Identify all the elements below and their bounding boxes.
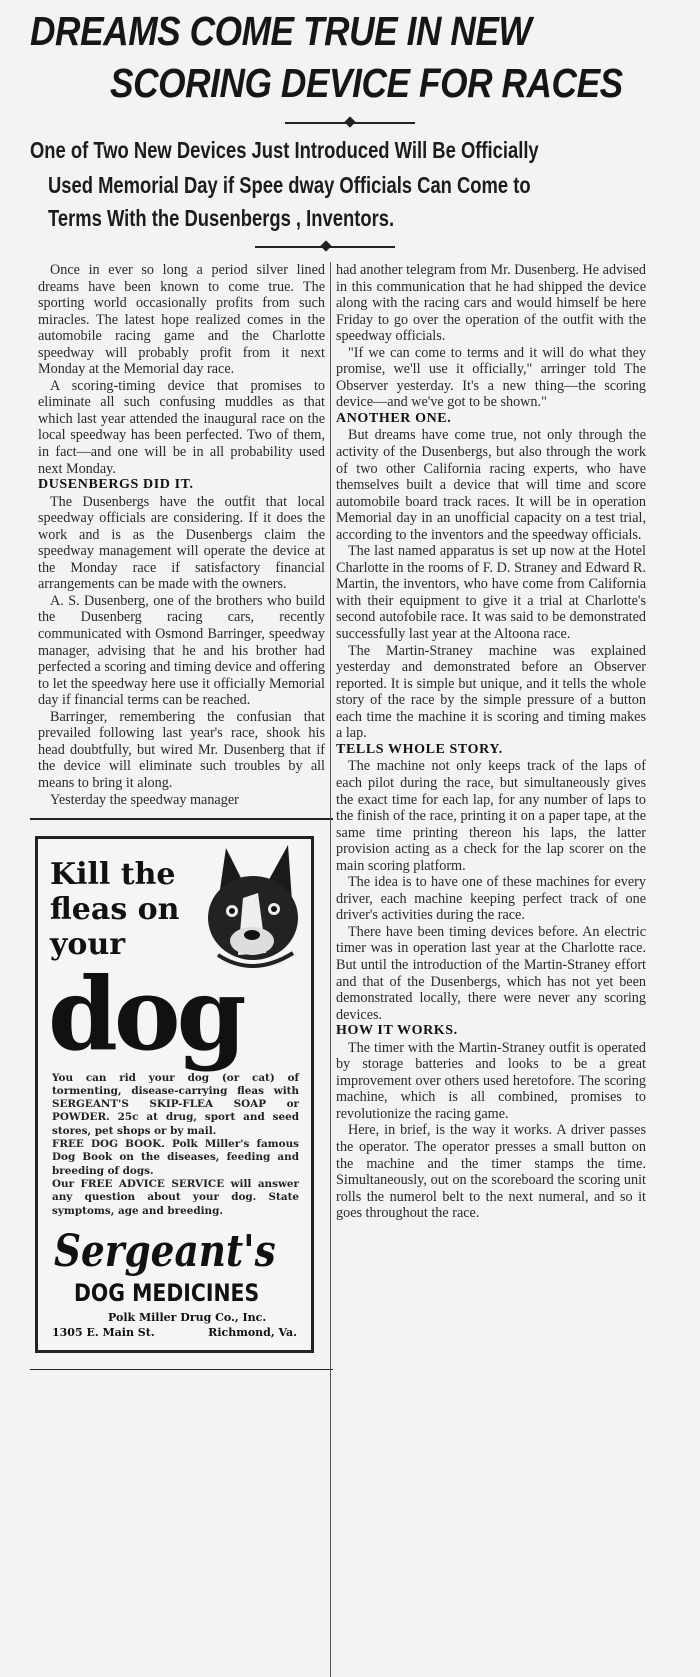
- headline-line-1: DREAMS COME TRUE IN NEW: [30, 8, 532, 54]
- ad-brand: Sergeant's: [54, 1225, 276, 1277]
- paragraph: The timer with the Martin-Straney outfit is operated by storage batteries and looks to be a great improvement over others used heretofore. The scoring machine, which is all combined, promises to revolutionize the racing game.: [336, 1039, 646, 1122]
- ornament-icon: [320, 240, 331, 251]
- ad-city: Richmond, Va.: [208, 1325, 297, 1339]
- section-heading: ANOTHER ONE.: [336, 410, 452, 426]
- ad-headline-3: your: [50, 926, 126, 962]
- headline-line-2: SCORING DEVICE FOR RACES: [110, 60, 623, 106]
- paragraph: Yesterday the speedway manager: [50, 791, 239, 808]
- ad-bottom-rule: [30, 1369, 333, 1371]
- paragraph: A. S. Dusenberg, one of the brothers who build the Dusenberg racing cars, recently communicated with Osmond Barringer, speedway manager, advising that he and his brother had perfected a scoring and timing device and offering to let the speedway here use it officially Memorial day if financial terms can be reached.: [38, 592, 325, 709]
- ad-headline-2: fleas on: [50, 891, 180, 927]
- dog-illustration-icon: [188, 843, 308, 978]
- paragraph: The Dusenbergs have the outfit that local speedway officials are considering. If it does the work and is as the Dusenbergs claim the speedway management will operate the device at the Monday race if satisfactory financial arrangements can be made with the owners.: [38, 493, 325, 593]
- paragraph: The last named apparatus is set up now at the Hotel Charlotte in the rooms of F. D. Straney and Edward R. Martin, the inventors, who have come from California with their equipment to give it a trial at Charlotte's second autofobile race. It was said to be demonstrated successfully last year at the Altoona race.: [336, 543, 646, 643]
- section-heading: TELLS WHOLE STORY.: [336, 741, 503, 757]
- ad-address-row: [52, 1325, 297, 1340]
- ad-top-rule: [30, 818, 333, 820]
- column-divider: [330, 262, 331, 1677]
- paragraph: The idea is to have one of these machines for every driver, each machine keeping perfect track of one driver's activities during the race.: [336, 874, 646, 924]
- paragraph: Once in ever so long a period silver lined dreams have been known to come true. The sporting world occasionally profits from such miracles. The latest hope realized comes in the automobile racing game and the Charlotte speedway will probably profit from it next Monday at the Memorial day race.: [38, 262, 325, 378]
- ad-copy-3: Our FREE ADVICE SERVICE will answer any question about your dog. State symptoms, age and breeding.: [52, 1177, 299, 1217]
- deck-line-2: Used Memorial Day if Spee dway Officials Can Come to: [48, 172, 531, 198]
- ad-brand-sub: DOG MEDICINES: [74, 1278, 260, 1307]
- ad-headline: [38, 856, 311, 1073]
- deck-line-3: Terms With the Dusenbergs , Inventors.: [48, 205, 395, 231]
- ad-copy-2: FREE DOG BOOK. Polk Miller's famous Dog Book on the diseases, feeding and breeding of dogs.: [52, 1138, 299, 1177]
- paragraph: Here, in brief, is the way it works. A driver passes the operator. The operator presses a small button on the machine and the timer stamps the time. Simultaneously, out on the scoreboard the scoring unit rolls the numerol belt to the next numeral, and so it goes throughout the race.: [336, 1122, 646, 1222]
- left-column: [38, 262, 325, 808]
- flea-advertisement: [35, 836, 314, 1353]
- paragraph: Barringer, remembering the confusian that prevailed following last year's race, shook his head doubtfully, but wired Mr. Dusenberg that if the device will eliminate such troubles by all means to bring it along.: [38, 708, 325, 791]
- ad-copy: [52, 1072, 299, 1218]
- paragraph: But dreams have come true, not only through the activity of the Dusenbergs, but also through the work of two other California racing experts, who have themselves built a device that will time and score automobile board track races. It will be in operation Memorial day in an unofficial capacity on a test trial, according to the inventors and the speedway officials.: [336, 427, 646, 543]
- section-heading: DUSENBERGS DID IT.: [38, 477, 194, 493]
- ornament-icon: [344, 116, 355, 127]
- ad-address: 1305 E. Main St.: [52, 1325, 155, 1339]
- ad-copy-1: You can rid your dog (or cat) of tormenting, disease-carrying fleas with SERGEANT'S SKIP-FLEA SOAP or POWDER. 25c at drug, sport and seed stores, pet shops or by mail.: [52, 1071, 299, 1137]
- paragraph: There have been timing devices before. An electric timer was in operation last year at the Charlotte race. But until the introduction of the Martin-Straney effort and that of the Dusenbergs, which has not yet been demonstrated locally, there were never any scoring devices.: [336, 923, 646, 1023]
- right-column: [336, 262, 646, 1222]
- ad-company: Polk Miller Drug Co., Inc.: [108, 1310, 267, 1324]
- ad-headline-4: dog: [48, 954, 243, 1073]
- paragraph: "If we can come to terms and it will do what they promise, we'll use it officially," arringer told The Observer yesterday. It's a new thing—the scoring device—and we've got to be shown.": [336, 344, 646, 411]
- ad-headline-1: Kill the: [50, 856, 176, 892]
- paragraph: A scoring-timing device that promises to eliminate all such confusing muddles as that which last year attended the inaugural race on the local speedway has been perfected. Two of them, in fact—and one will be in all probability used next Monday.: [38, 377, 325, 477]
- deck-line-1: One of Two New Devices Just Introduced Will Be Officially: [30, 137, 539, 163]
- section-heading: HOW IT WORKS.: [336, 1023, 458, 1039]
- paragraph: The machine not only keeps track of the laps of each pilot during the race, but simultaneously gives the exact time for each lap, for any number of laps to the finish of the race, printing it on a paper tape, at the same time printing thereon his laps, the latter provision acting as a check for the lap scorer on the main scoring platform.: [336, 758, 646, 874]
- paragraph: had another telegram from Mr. Dusenberg. He advised in this communication that he had shipped the device along with the racing cars and would himself be here Friday to go over the operation of the outfit with the speedway officials.: [336, 262, 646, 345]
- left-column-wrapper: [38, 262, 325, 1386]
- paragraph: The Martin-Straney machine was explained yesterday and demonstrated before an Observer reported. It is simple but unique, and it tells the whole story of the race by the simple pressure of a button each time the machine it is scoring and timing makes a lap.: [336, 642, 646, 742]
